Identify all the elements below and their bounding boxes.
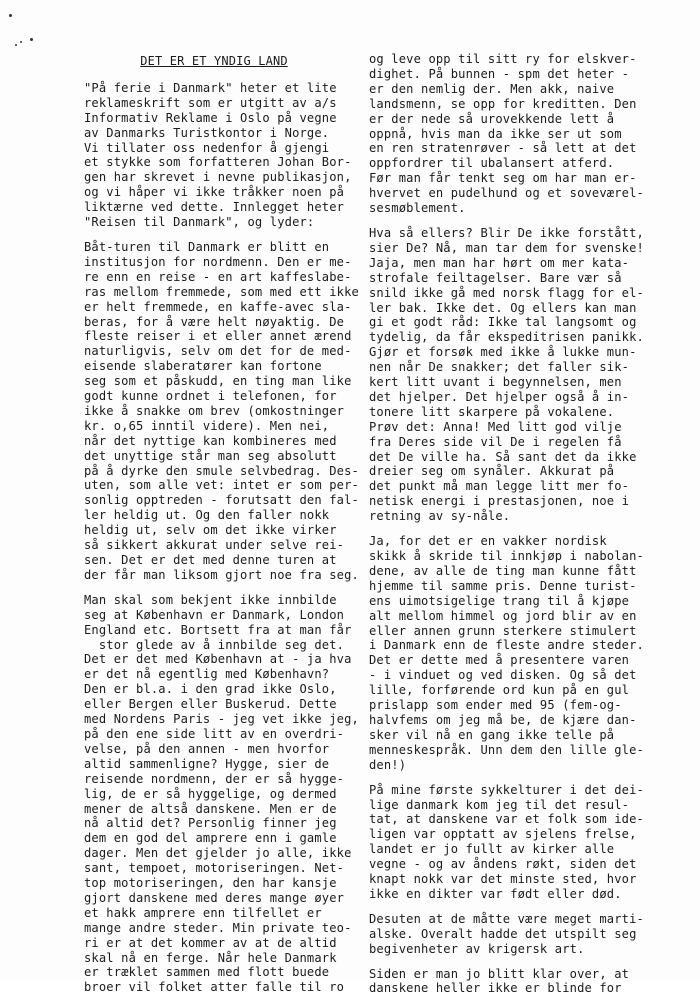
body-paragraph: På mine første sykkelturer i det dei- lige danmark kom jeg til det resul- tat, at danskene var et folk som ide- ligen var opptatt av sjelens frelse, landet er jo fullt av kirker alle vegne - og av åndens røkt, siden det knapt nokk var det minste sted, hvor ikke en dikter var født eller død. [369,782,644,901]
right-column [369,52,684,1006]
body-paragraph: Ja, for det er en vakker nordisk skikk å skride til innkjøp i nabolan- dene, av alle de ting man kunne fått hjemme til samme pris. Denne turist- ens uimotsigelige trang til å kjøpe alt mellom himmel og jord blir av en eller annen grunn sterkere stimulert i Danmark enn de fleste andre steder. Det er dette med å presentere varen - i vinduet og ved disken. Og så det lille, forførende ord kun på en gul prislapp som ender med 95 (fem-og- halvfems om jeg må be, de kjære dan- sker vil nå en gang ikke telle på menneskespråk. Unn dem den lille gle- den!) [369,534,644,772]
scan-speck [9,14,12,17]
scan-speck [20,41,22,43]
body-paragraph: Desuten at de måtte være meget marti- alske. Overalt hadde det utspilt seg begivenheter av krigersk art. [369,911,644,956]
left-column [84,52,359,1005]
body-paragraph: og leve opp til sitt ry for elskver- dighet. På bunnen - spm det heter - er den nemlig der. Men akk, naive landsmenn, se opp for kreditten. Den er der nede så urovekkende lett å oppnå, hvis man da ikke ser ut som en ren stratenrøver - så lett at det oppfordrer til ubalansert atferd. Før man får tenkt seg om har man er- hvervet en pudelhund og et soveværel- sesmøblement. [369,52,644,216]
body-paragraph: Siden er man jo blitt klar over, at danskene heller ikke er blinde for [369,966,630,996]
scan-speck [30,38,33,41]
intro-paragraph: "På ferie i Danmark" heter et lite reklameskrift som er utgitt av a/s Informativ Reklame i Oslo på vegne av Danmarks Turistkontor i Norge. Vi tillater oss nedenfor å gjengi et stykke som forfatteren Johan Bor- gen har skrevet i nevne publikasjon, og vi håper vi ikke tråkker noen på liktærne ved dette. Innlegget heter "Reisen til Danmark", og lyder: [84,80,352,230]
body-paragraph: Hva så ellers? Blir De ikke forstått, sier De? Nå, man tar dem for svenske! Jaja, men man har hørt om mer kata- strofale feiltagelser. Bare vær så snild ikke gå med norsk flagg for el- ler bak. Ikke det. Og ellers kan man gi et godt råd: Ikke tal langsomt og tydelig, da får ekspeditrisen panikk. Gjør et forsøk med ikke å lukke mun- nen når De snakker; det faller sik- kert litt uvant i begynnelsen, men det hjelper. Det hjelper også å in- tonere litt skarpere på vokalene. Prøv det: Anna! Med litt god vilje fra Deres side vil De i regelen få det De ville ha. Så sant det da ikke dreier seg om synåler. Akkurat på det punkt må man legge litt mer fo- netisk energi i prestasjonen, noe i retning av sy-nåle. [369,225,644,524]
scan-speck [15,44,17,46]
body-paragraph: Båt-turen til Danmark er blitt en institusjon for nordmenn. Den er me- re enn en reise - en art kaffeslabe- ras mellom fremmede, som med ett ikke er helt fremmede, en kaffe-avec sla- beras, for å være helt nøyaktig. De fleste reiser i et eller annet ærend naturligvis, selv om det for de med- eisende slaberatører kan fortone seg som et påskudd, en ting man like godt kunne ordnet i telefonen, for ikke å snakke om brev (omkostninger kr. o,65 inntil videre). Men nei, når det nyttige kan kombineres med det unyttige står man seg absolutt på å dyrke den smule selvbedrag. Des- uten, som alle vet: intet er som per- sonlig opptreden - forutsatt den fal- ler heldig ut. Og den faller nokk heldig ut, selv om det ikke virker så sikkert akkurat under selve rei- sen. Det er det med denne turen at der får man liksom gjort noe fra seg. [84,239,359,582]
body-paragraph: Man skal som bekjent ikke innbilde seg at København er Danmark, London England etc. Bortsett fra at man får stor glede av å innbilde seg det. Det er det med København at - ja hva er det nå egentlig med København? Den er bl.a. i den grad ikke Oslo, eller Bergen eller Buskerud. Dette med Nordens Paris - jeg vet ikke jeg, på den ene side litt av en overdri- velse, på den annen - men hvorfor altid sammenligne? Hygge, sier de reisende nordmenn, der er så hygge- lig, de er så hyggelige, og dermed mener de altså danskene. Men er de nå altid det? Personlig finner jeg dem en god del amprere enn i gamle dager. Men det gjelder jo alle, ikke sant, tempoet, motoriseringen. Net- top motoriseringen, den har kansje gjort danskene med deres mange øyer et hakk amprere enn tilfellet er mange andre steder. Min private teo- ri er at det kommer av at de altid skal nå en ferge. Når hele Danmark er træklet sammen med flott buede broer vil folket atter falle til ro [84,592,359,995]
article-title: DET ER ET YNDIG LAND [140,54,288,68]
